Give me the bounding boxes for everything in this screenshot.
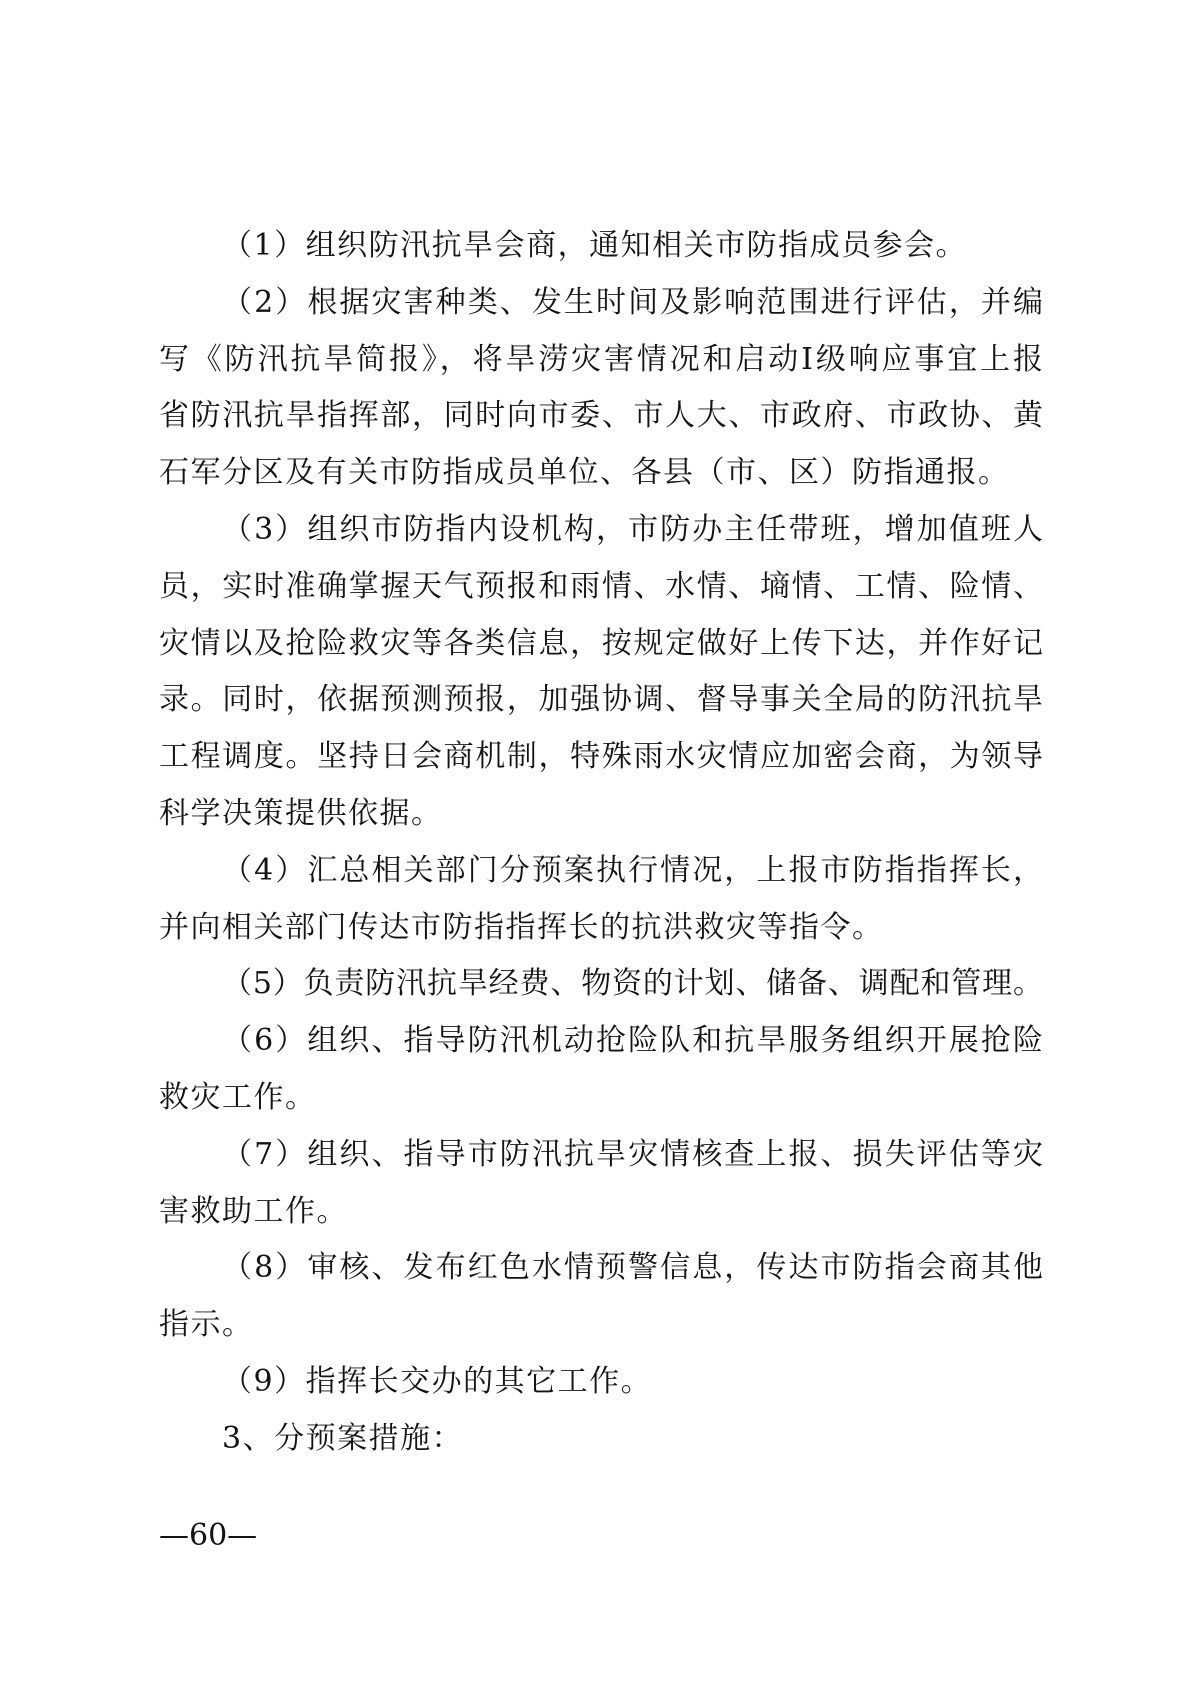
text-line: 灾情以及抢险救灾等各类信息，按规定做好上传下达，并作好记	[159, 625, 1043, 661]
text-line: 省防汛抗旱指挥部，同时向市委、市人大、市政府、市政协、黄	[159, 398, 1043, 434]
section-heading: 3、分预案措施：	[222, 1420, 464, 1456]
text-line: 员，实时准确掌握天气预报和雨情、水情、墒情、工情、险情、	[159, 568, 1043, 604]
text-line: 害救助工作。	[159, 1193, 348, 1229]
text-line: （8）审核、发布红色水情预警信息，传达市防指会商其他	[222, 1250, 1043, 1286]
text-line: （9）指挥长交办的其它工作。	[222, 1363, 653, 1399]
text-line: （2）根据灾害种类、发生时间及影响范围进行评估，并编	[222, 284, 1043, 320]
text-line: 科学决策提供依据。	[159, 795, 443, 831]
text-line: 并向相关部门传达市防指指挥长的抗洪救灾等指令。	[159, 909, 884, 945]
text-line: 指示。	[159, 1307, 254, 1343]
document-body	[159, 218, 1043, 1468]
text-line: 写《防汛抗旱简报》，将旱涝灾害情况和启动Ⅰ级响应事宜上报	[159, 341, 1043, 377]
text-line: 救灾工作。	[159, 1079, 317, 1115]
text-line: （3）组织市防指内设机构，市防办主任带班，增加值班人	[222, 511, 1043, 547]
text-line: （1）组织防汛抗旱会商，通知相关市防指成员参会。	[222, 228, 968, 263]
text-line: （5）负责防汛抗旱经费、物资的计划、储备、调配和管理。	[222, 966, 1043, 1002]
text-line: 石军分区及有关市防指成员单位、各县（市、区）防指通报。	[159, 455, 1010, 491]
text-line: （6）组织、指导防汛机动抢险队和抗旱服务组织开展抢险	[222, 1023, 1043, 1059]
text-line: 工程调度。坚持日会商机制，特殊雨水灾情应加密会商，为领导	[159, 739, 1043, 775]
text-line: （7）组织、指导市防汛抗旱灾情核查上报、损失评估等灾	[222, 1136, 1043, 1172]
page-number: —60—	[159, 1518, 258, 1553]
text-line: （4）汇总相关部门分预案执行情况，上报市防指指挥长，	[222, 852, 1043, 888]
text-line: 录。同时，依据预测预报，加强协调、督导事关全局的防汛抗旱	[159, 682, 1043, 718]
